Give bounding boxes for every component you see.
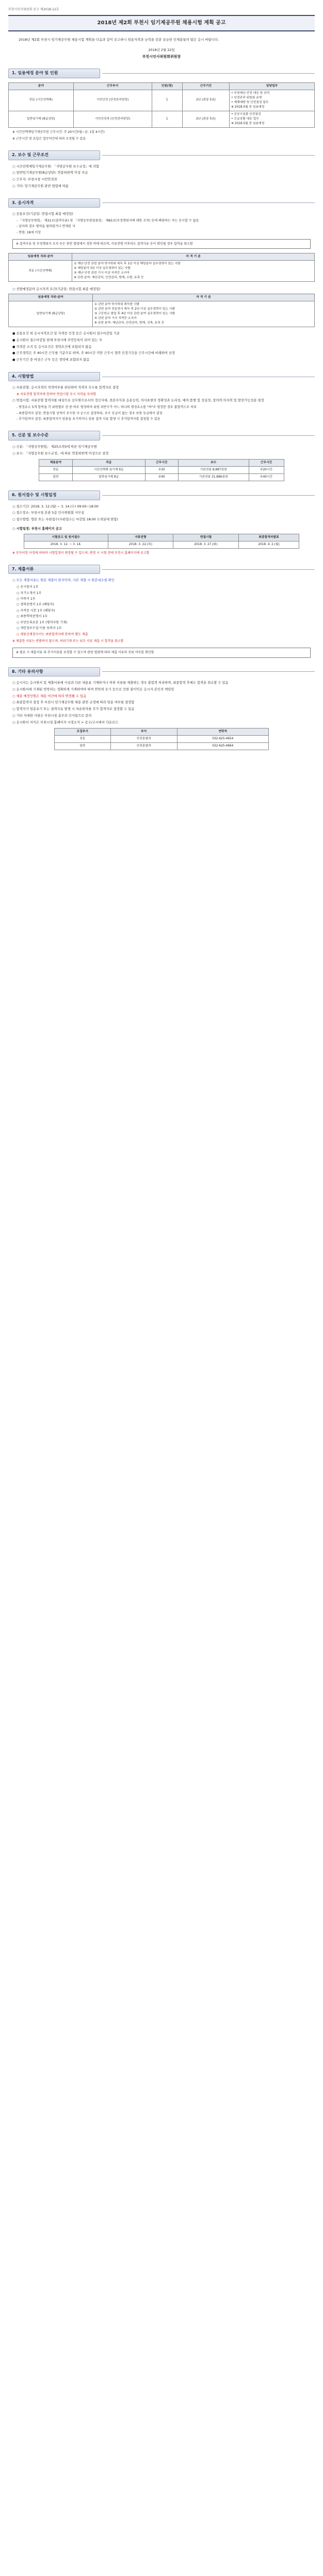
s8-item: ○ 기타 자세한 사항은 부천시청 총무과 인사팀으로 문의 [12,714,92,718]
s1-note-2: ※ 근무시간 및 요일은 업무여건에 따라 조정될 수 있음 [12,137,86,141]
table-row [9,111,315,127]
positions-table [8,82,315,128]
s5-item: ○ 보수: 「지방공무원 보수규정」에 따른 연봉하한액 이상으로 결정 [12,451,109,455]
s3-box: ※ 결격사유 및 부정행위자 조치 등은 관련 법령에서 정한 바에 따르며, 서류전형 이후라도 결격사유 등이 확인될 경우 합격을 취소함 [12,239,311,249]
table-header: 직급 [72,460,145,467]
section-1-header [8,69,315,78]
table-header: 근무시간 [249,460,284,467]
s3-after: ● 응시원서 접수마감일 현재 부천시에 주민등록이 되어 있는 자 [12,338,102,342]
table-cell: ① 관련 분야 학사학위 취득한 사람 ② 관련 분야 전문학사 취득 후 2년 이상 실무경력이 있는 사람 ③ 고등학교 졸업 후 4년 이상 관련 분야 실무경력이 있는 사람 ④ 관련 분야 기사 자격증 소지자 ※ 관련 분야: 재난관리, 안전관리, 방재, 건축, 토목 등 [93,301,315,327]
table-cell: 일반임기제 (8급상당) [9,111,74,127]
table-cell: 전문 (시간선택제) [9,261,72,282]
s7-item: ○ 채용신체검사서는 최종합격자에 한하여 별도 제출 [17,632,88,636]
salary-table [39,459,284,481]
table-cell: 시민안전과 (안전관리담당) [73,111,152,127]
section-6-title: 6. 원서접수 및 시험일정 [8,490,100,500]
notice-date: 2018년 2월 22일 [148,47,175,52]
table-row [39,467,284,474]
schedule-table [24,534,300,549]
s2-item: ○ 일반임기제공무원(8급상당): 연봉하한액 이상 지급 [12,171,88,175]
s2-item: ○ 시간선택제임기제공무원: 「지방공무원 보수규정」에 의함 [12,164,100,168]
s5-item: ○ 신분: 「지방공무원법」 제25조의5에 따른 임기제공무원 [12,445,97,449]
table-header: 근무부서 [73,82,152,90]
table-cell: 전문 [39,467,72,474]
s4-item: ○ 면접시험: 서류전형 합격자를 대상으로 공무원으로서의 정신자세, 전문지식과 응용능력, 의사표현의 정확성과 논리성, 예의·품행 및 성실성, 창의력·의지력 및 발전가능성을 평정 [12,399,264,403]
table-cell: ① 재난·안전 관련 분야 학사학위 취득 후 1년 이상 해당분야 실무경력이 있는 사람 ② 해당분야 3년 이상 실무경력이 있는 사람 ③ 재난·안전 관련 기사 이상 자격증 소지자 ※ 관련 분야: 재난관리, 안전관리, 방재, 소방, 토목 등 [72,261,315,282]
s3-item: - 「지방공무원법」 제31조(결격사유) 및 「지방공무원임용령」 제65조(부정행위자에 대한 조치) 등에 해당하는 자는 응시할 수 없음 [17,218,199,223]
section-5-title: 5. 신분 및 보수수준 [8,431,100,440]
section-2-header [8,150,315,160]
table-cell: 1 [152,111,182,127]
section-8-title: 8. 기타 유의사항 [8,667,100,676]
table-header: 분야 [9,82,74,90]
schedule-cell: 2018. 3. 27.(화) [173,541,239,548]
qualification-table-2 [8,294,315,327]
table-cell: 시간선택제 임기제 9급 [72,467,145,474]
table-cell: 주20시간 [249,467,284,474]
table-row [39,474,284,481]
table-cell: 032-625-4664 [177,743,268,750]
section-4-header [8,372,315,381]
s2-item: ○ 근무지: 부천시청 시민안전과 [12,178,57,182]
section-7-title: 7. 제출서류 [8,565,100,574]
table-cell: 주40 [145,474,178,481]
table-header: 임용예정 직위·분야 [9,253,72,261]
section-8-header [8,667,315,676]
s7-note: ※ 제출한 서류는 반환하지 않으며, 허위기재 또는 위조 서류 제출 시 합격을 취소함 [12,639,124,643]
table-cell: 시민안전 (안전관리담당) [73,90,152,111]
schedule-cell: 2018. 3. 22.(목) [108,541,173,548]
table-header: 최종합격자발표 [238,534,299,541]
s8-item: ○ 응시원서 서식은 부천시청 홈페이지 시정소식 > 공고/고시에서 다운로드 [12,720,119,724]
s3-item: ○ 공통요건(기준일: 면접시험 최종 예정일) [12,212,73,216]
section-7-header [8,565,315,574]
table-row [55,743,269,750]
table-header: 부서 [110,728,177,736]
s4-item: ○ 서류전형: 응시자격의 적격여부를 판단하여 적격자 모두를 합격자로 결정 [12,386,119,390]
schedule-cell: 2018. 3. 12. ~ 3. 14. [24,541,108,548]
table-header: 담당업무 [230,82,315,90]
table-header: 면접시험 [173,534,239,541]
page-title: 2018년 제2회 부천시 임기제공무원 채용시험 계획 공고 [8,15,315,31]
s3-after: ● 자격증 소지 등 응시요건은 경력요건에 포함되지 않음 [12,345,92,349]
section-3-header [8,198,315,208]
s7-item: ○ 개인정보수집·이용 동의서 1부 [17,626,62,631]
notice-page [8,0,315,769]
s7-item: ○ 응시원서 1부 [17,585,39,589]
table-header: 서류전형 [108,534,173,541]
schedule-cell: 2018. 4. 2.(월) [238,541,299,548]
table-header: 시험공고 및 원서접수 [24,534,108,541]
table-cell: 안전총괄과 [110,736,177,743]
table-header: 근무기간 [182,82,229,90]
s7-item: ○ 자기소개서 1부 [17,591,42,595]
notice-org: 부천시인사위원회위원장 [142,54,181,59]
table-cell: 주40시간 [249,474,284,481]
table-header: 자 격 기 준 [93,294,315,301]
s7-item: ○ 주민등록초본 1부 (병역사항 기재) [17,620,68,624]
table-header: 근무시간 [145,460,178,467]
table-header: 연락처 [177,728,268,736]
table-cell: 일반임기제 (8급상당) [9,301,93,327]
s7-item: ○ 이력서 1부 [17,597,36,601]
s7-item: ○ 모든 제출서류는 원본 제출이 원칙이며, 사본 제출 시 원본대조필 확인 [12,579,115,583]
intro-text: 2018년 제2회 부천시 임기제공무원 채용시험 계획을 다음과 같이 공고하니 임용자격과 능력을 갖춘 유능한 인재분들의 많은 응시 바랍니다. [19,37,219,42]
table-row [9,301,315,327]
section-2-title: 2. 보수 및 근무조건 [8,150,100,160]
section-5-header [8,431,315,440]
s1-note-1: ※ 시간선택제임기제공무원 근무시간: 주 20시간(월~금, 1일 4시간) [12,130,105,134]
s3-item: - 남자의 경우 병역을 필하였거나 면제된 자 [17,225,75,229]
table-header: 인원(명) [152,82,182,90]
table-cell: 2년 (최장 5년) [182,90,229,111]
s3-after: ● 근무경력은 주 40시간 근무를 기준으로 하며, 주 40시간 미만 근무시 경력 인정기간을 근무시간에 비례하여 산정 [12,351,175,355]
contact-table [54,728,269,750]
table-cell: • 부천재난·안전 대응 및 관리 • 안전관리 위원회 운영 • 재해예방 및 안전점검 업무 ※ 2018.5월 중 임용예정 [230,90,315,111]
table-cell: 전문 [55,736,110,743]
table-cell: 전문 (시간선택제) [9,90,74,111]
table-cell: 032-625-4654 [177,736,268,743]
table-cell: 주20 [145,467,178,474]
section-3-title: 3. 응시자격 [8,198,100,208]
section-1-title: 1. 임용예정 분야 및 인원 [8,69,100,78]
s6-item: ○ 접수기간: 2018. 3. 12.(월) ~ 3. 14.(수) 09:00~18:00 [12,504,99,509]
s8-item: ○ 채용 예정인원은 채용 여건에 따라 변경될 수 있음 [12,694,87,698]
s7-item: ○ 자격증 사본 1부 (해당자) [17,608,55,613]
s7-item: ○ 최종학력증명서 1부 [17,615,48,619]
table-row [9,90,315,111]
s8-item: ○ 응시자는 응시원서 및 제출서류에 사실과 다른 내용을 기재하거나 허위 서류를 제출하는 경우 불합격 처리하며, 최종합격 후에도 합격을 취소할 수 있음 [12,681,229,685]
table-cell: 기본연봉 31,886천원 [178,474,249,481]
table-cell: 1 [152,90,182,111]
table-cell: 일반 [55,743,110,750]
table-header: 자 격 기 준 [72,253,315,261]
table-header: 보수 [178,460,249,467]
s6-note: ※ 부득이한 사정에 의하여 시험일정이 변경될 수 있으며, 변경 시 시험 전에 부천시 홈페이지에 공고함 [12,551,150,555]
section-6-header [8,490,315,500]
qualification-table-1 [8,253,315,282]
table-header: 모집부서 [55,728,110,736]
s8-item: ○ 최종합격자 결정 후 부천시 임기제공무원 채용 관련 규정에 따라 임용 여부를 결정함 [12,701,135,705]
s7-item: ○ 경력증명서 1부 (해당자) [17,603,54,607]
s3-after: ● 공통요건 외 응시자격요건 및 자격증 인정 등은 응시원서 접수마감일 기준 [12,332,120,336]
s4-item: - 최종합격자 결정: 면접시험 성적이 우수한 자 순으로 결정하되, 우수 등급이 없는 경우 보통 등급에서 결정 [17,411,163,415]
table-cell: • 공공시설물 안전점검 • 긴급상황 대응 업무 ※ 2018.5월 중 임용예정 [230,111,315,127]
section-4-title: 4. 시험방법 [8,372,100,381]
s2-item: ○ 기타: 임기제공무원 관련 법령에 따름 [12,184,69,188]
s4-item: - 평정요소 5개 항목을 각 위원별로 상·중·하로 평정하며 위원 과반수가 어느 하나의 평정요소를 "하"로 평정한 경우 불합격으로 처리 [17,405,197,410]
s7-box: ※ 필요 시 제출서류 외 추가서류를 요청할 수 있으며 관련 법령에 따라 제출 서류의 진위 여부를 확인함 [12,648,311,657]
table-row [55,736,269,743]
s6-item: ○ 접수방법: 방문 또는 우편접수(우편접수는 마감일 18:00 도착분에 한함) [12,518,118,522]
table-header: 채용분야 [39,460,72,467]
s6-item: ○ 접수장소: 부천시청 본관 5층 인사위원회 사무실 [12,511,85,515]
table-cell: 안전총괄과 [110,743,177,750]
s3-item: - 연령: 18세 이상 [17,230,41,234]
notice-ref: 부천시인사위원회 공고 제2018-12호 [8,8,59,11]
s4-item: ※ 서류전형 합격자에 한하여 면접시험 응시 자격을 부여함 [17,392,96,396]
table-header: 임용예정 직위·분야 [9,294,93,301]
s8-item: ○ 합격자가 임용포기 또는 결격사유 발생 시 차순위자를 추가 합격자로 결정할 수 있음 [12,707,135,711]
s3-after: ● 근무기간 중 비상근 근무 등은 경력에 포함되지 않음 [12,358,90,362]
table-cell: 2년 (최장 5년) [182,111,229,127]
table-cell: 일반임기제 8급 [72,474,145,481]
table-row [9,261,315,282]
s6-sched-label: ○ 시험일정: 부천시 홈페이지 공고 [12,527,62,531]
s3-text2: ○ 선발예정분야 응시자격 요건(기준일: 면접시험 최종 예정일) [12,287,101,292]
table-cell: 일반 [39,474,72,481]
s4-item: - 추가합격자 결정: 최종합격자가 임용을 포기하거나 임용 결격 사유 발생 시 추가합격자를 결정할 수 있음 [17,417,160,421]
s8-item: ○ 응시원서에 기재된 연락처는 정확하게 기재하여야 하며 연락처 오기 등으로 인한 불이익은 응시자 본인의 책임임 [12,687,174,691]
table-cell: 기본연봉 8,887천원 [178,467,249,474]
